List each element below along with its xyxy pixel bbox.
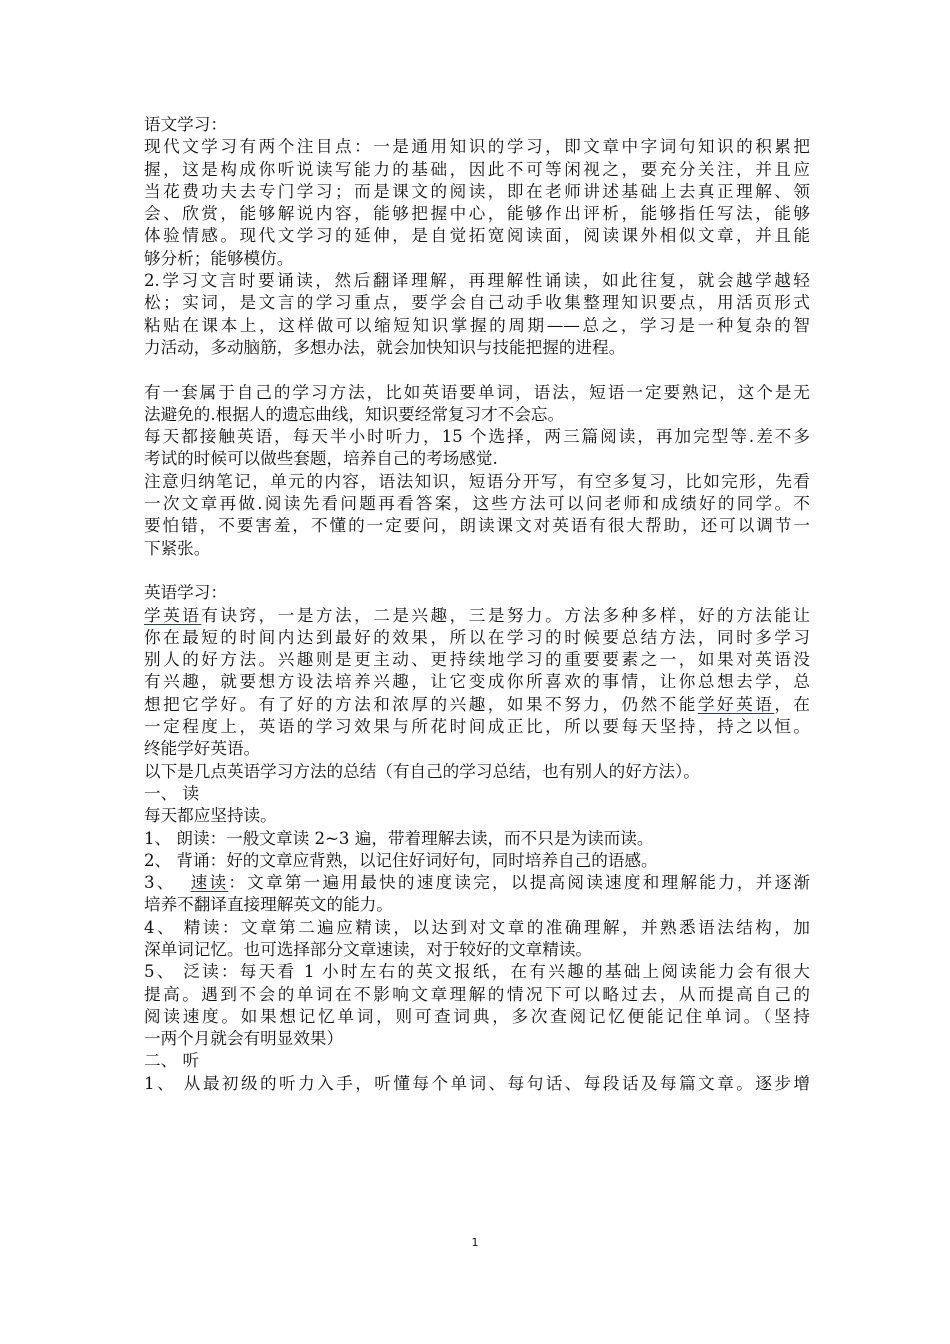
text-line: 每天都接触英语，每天半小时听力，15 个选择，两三篇阅读，再加完型等.差不多 (144, 427, 810, 447)
section-title-reading: 一、 读 (144, 783, 200, 803)
chinese-paragraph-1 (144, 136, 810, 270)
text-line: 终能学好英语。 (144, 739, 261, 759)
text-line: 现代文学习有两个注目点：一是通用知识的学习，即文章中字词句知识的积累把 (144, 137, 810, 157)
text-line: 深单词记忆。也可选择部分文章速读，对于较好的文章精读。 (144, 939, 593, 959)
spacer (144, 359, 810, 381)
text-line: 会、欣赏，能够解说内容，能够把握中心，能够作出评析，能够指任写法，能够 (144, 204, 810, 224)
text-line: 够分析；能够模仿。 (144, 248, 294, 268)
text-line: 一两个月就会有明显效果） (144, 1029, 344, 1049)
text-line (144, 872, 810, 894)
text-line: 你在最短的时间内达到最好的效果，所以在学习的时候要总结方法，同时多学习 (144, 627, 810, 647)
list-item-extensive-reading (144, 961, 810, 1050)
text-run: 有诀窍，一是方法，二是兴趣，三是努力。方法多种多样，好的方法能让 (201, 605, 811, 625)
text-line: 阅读速度。如果想记忆单词，则可查词典，多次查阅记忆便能记住单词。（坚持 (144, 1006, 810, 1026)
text-line: 一定程度上，英语的学习效果与所花时间成正比，所以要每天坚持，持之以恒。 (144, 717, 810, 737)
tips-paragraph-2 (144, 426, 810, 471)
section-title-listening: 二、 听 (144, 1051, 200, 1071)
list-item-recite: 2、 背诵：好的文章应背熟，以记住好词好句，同时培养自己的语感。 (144, 850, 658, 870)
list-item-speed-reading (144, 872, 810, 917)
text-line: 粘贴在课本上，这样做可以缩短知识掌握的周期——总之，学习是一种复杂的智 (144, 315, 810, 335)
text-line: 有一套属于自己的学习方法，比如英语要单词，语法，短语一定要熟记，这个是无 (144, 382, 810, 402)
text-line: 要怕错，不要害羞，不懂的一定要问，朗读课文对英语有很大帮助，还可以调节一 (144, 516, 810, 536)
spacer (144, 560, 810, 582)
text-run: 想把它学好。有了好的方法和浓厚的兴趣，如果不努力，仍然不能 (144, 694, 698, 714)
text-line: 提高。遇到不会的单词在不影响文章理解的情况下可以略过去，从而提高自己的 (144, 984, 810, 1004)
tips-paragraph-1 (144, 382, 810, 427)
text-line: 法避免的.根据人的遗忘曲线，知识要经常复习才不会忘。 (144, 404, 565, 424)
text-line: 握，这是构成你听说读写能力的基础，因此不可等闲视之，要充分关注，并且应 (144, 159, 810, 179)
text-run: ：文章第一遍用最快的速度读完，以提高阅读速度和理解能力，并逐渐 (228, 873, 811, 893)
text-line: 考试的时候可以做些套题，培养自己的考场感觉. (144, 449, 498, 469)
list-item-read-aloud: 1、 朗读：一般文章读 2~3 遍，带着理解去读，而不只是为读而读。 (144, 828, 654, 848)
document-page (144, 114, 810, 1095)
summary-line: 以下是几点英语学习方法的总结（有自己的学习总结，也有别人的好方法）。 (144, 761, 700, 781)
text-line: 注意归纳笔记，单元的内容，语法知识，短语分开写，有空多复习，比如完形，先看 (144, 471, 810, 491)
list-number: 3、 (144, 873, 191, 893)
list-item-intensive-reading (144, 917, 810, 962)
text-line: 5、 泛读：每天看 1 小时左右的英文报纸，在有兴趣的基础上阅读能力会有很大 (144, 962, 810, 982)
text-line: 2.学习文言时要诵读，然后翻译理解，再理解性诵读，如此往复，就会越学越轻 (144, 271, 810, 291)
text-line: 松；实词，是文言的学习重点，要学会自己动手收集整理知识要点，用活页形式 (144, 293, 810, 313)
text-line (144, 694, 810, 716)
text-line: 当花费功夫去专门学习；而是课文的阅读，即在老师讲述基础上去真正理解、领 (144, 181, 810, 201)
text-line (144, 605, 810, 627)
text-run: ，在 (774, 694, 811, 714)
text-line: 4、 精读：文章第二遍应精读，以达到对文章的准确理解，并熟悉语法结构，加 (144, 917, 810, 937)
list-item-listening-1: 1、 从最初级的听力入手，听懂每个单词、每句话、每段话及每篇文章。逐步增 (144, 1073, 810, 1093)
hyperlink-speed-reading[interactable]: 速读 (190, 873, 229, 893)
text-line: 力活动，多动脑筋，多想办法，就会加快知识与技能把握的进程。 (144, 337, 626, 357)
hyperlink-learn-english[interactable]: 学英语 (144, 605, 202, 625)
text-line: 培养不翻译直接理解英文的能力。 (144, 895, 393, 915)
hyperlink-learn-english-well[interactable]: 学好英语 (697, 694, 775, 714)
page-number: 1 (471, 1236, 479, 1249)
text-line: 一次文章再做.阅读先看问题再看答案，这些方法可以问老师和成绩好的同学。不 (144, 494, 810, 514)
text-line: 下紧张。 (144, 538, 211, 558)
text-line: 体验情感。现代文学习的延伸，是自觉拓宽阅读面，阅读课外相似文章，并且能 (144, 226, 810, 246)
english-heading: 英语学习： (144, 583, 227, 603)
tips-paragraph-3 (144, 471, 810, 560)
text-line: 有兴趣，就要想方设法培养兴趣，让它变成你所喜欢的事情，让你总想去学，总 (144, 672, 810, 692)
text-line: 别人的好方法。兴趣则是更主动、更持续地学习的重要要素之一，如果对英语没 (144, 650, 810, 670)
chinese-paragraph-2 (144, 270, 810, 359)
section-lead-reading: 每天都应坚持读。 (144, 806, 277, 826)
chinese-heading: 语文学习： (144, 115, 227, 134)
english-intro-paragraph (144, 605, 810, 761)
